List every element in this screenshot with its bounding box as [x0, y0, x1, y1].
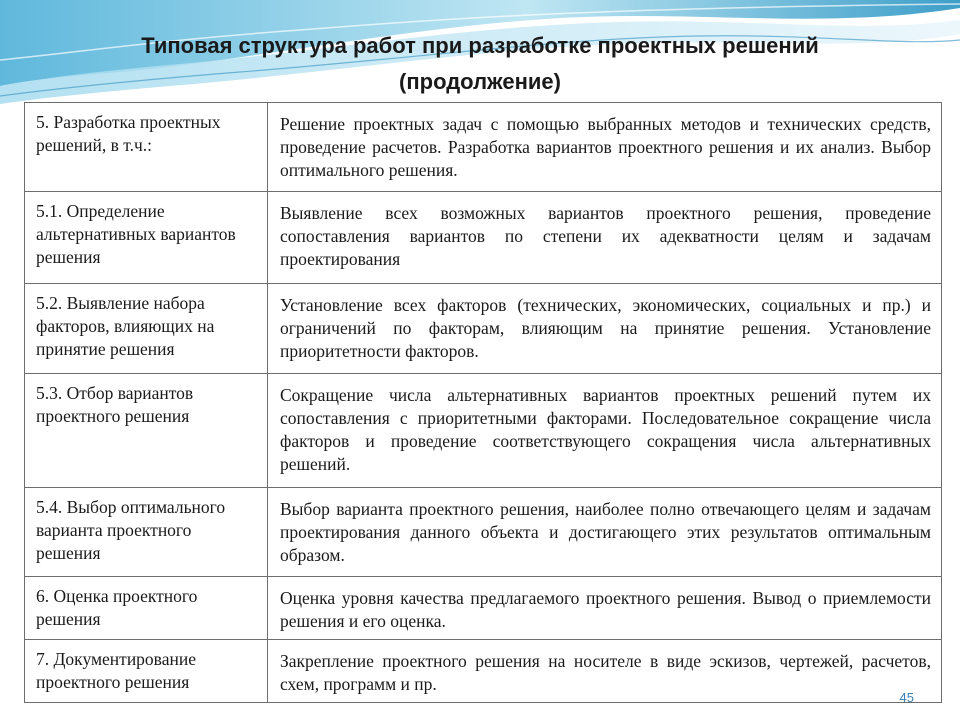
slide-title-line-2: (продолжение) — [399, 69, 561, 94]
stage-cell: 7. Документирование проектного решения — [25, 640, 268, 703]
stage-cell: 5.4. Выбор оптимального варианта проектного решения — [25, 488, 268, 577]
stage-cell: 5. Разработка проектных решений, в т.ч.: — [25, 103, 268, 192]
page-number: 45 — [899, 690, 914, 705]
description-cell: Выбор варианта проектного решения, наиболее полно отвечающего целям и задачам проектирования данного объекта и достигающего этих результатов оптимальным образом. — [268, 488, 942, 577]
description-cell: Установление всех факторов (технических, экономических, социальных и пр.) и ограничений по факторам, влияющим на принятие решения. Установление приоритетности факторов. — [268, 284, 942, 374]
description-cell: Выявление всех возможных вариантов проектного решения, проведение сопоставления вариантов по степени их адекватности целям и задачам проектирования — [268, 192, 942, 284]
description-cell: Закрепление проектного решения на носителе в виде эскизов, чертежей, расчетов, схем, программ и пр. — [268, 640, 942, 703]
stage-cell: 5.1. Определение альтернативных вариантов решения — [25, 192, 268, 284]
table-row — [25, 284, 942, 374]
slide-title — [0, 28, 960, 100]
slide-title-line-1: Типовая структура работ при разработке проектных решений — [141, 33, 819, 58]
description-cell: Решение проектных задач с помощью выбранных методов и технических средств, проведение расчетов. Разработка вариантов проектного решения и их анализ. Выбор оптимального решения. — [268, 103, 942, 192]
table-row — [25, 103, 942, 192]
stage-cell: 6. Оценка проектного решения — [25, 577, 268, 640]
description-cell: Оценка уровня качества предлагаемого проектного решения. Вывод о приемлемости решения и его оценка. — [268, 577, 942, 640]
stage-cell: 5.3. Отбор вариантов проектного решения — [25, 374, 268, 488]
table-row — [25, 374, 942, 488]
table-row — [25, 577, 942, 640]
table-row — [25, 640, 942, 703]
table-row — [25, 488, 942, 577]
work-structure-table — [24, 102, 942, 703]
description-cell: Сокращение числа альтернативных вариантов проектных решений путем их сопоставления с приоритетными факторами. Последовательное сокращение числа факторов и проведение соответствующего сокращения числа альтернативных решений. — [268, 374, 942, 488]
stage-cell: 5.2. Выявление набора факторов, влияющих на принятие решения — [25, 284, 268, 374]
table-row — [25, 192, 942, 284]
